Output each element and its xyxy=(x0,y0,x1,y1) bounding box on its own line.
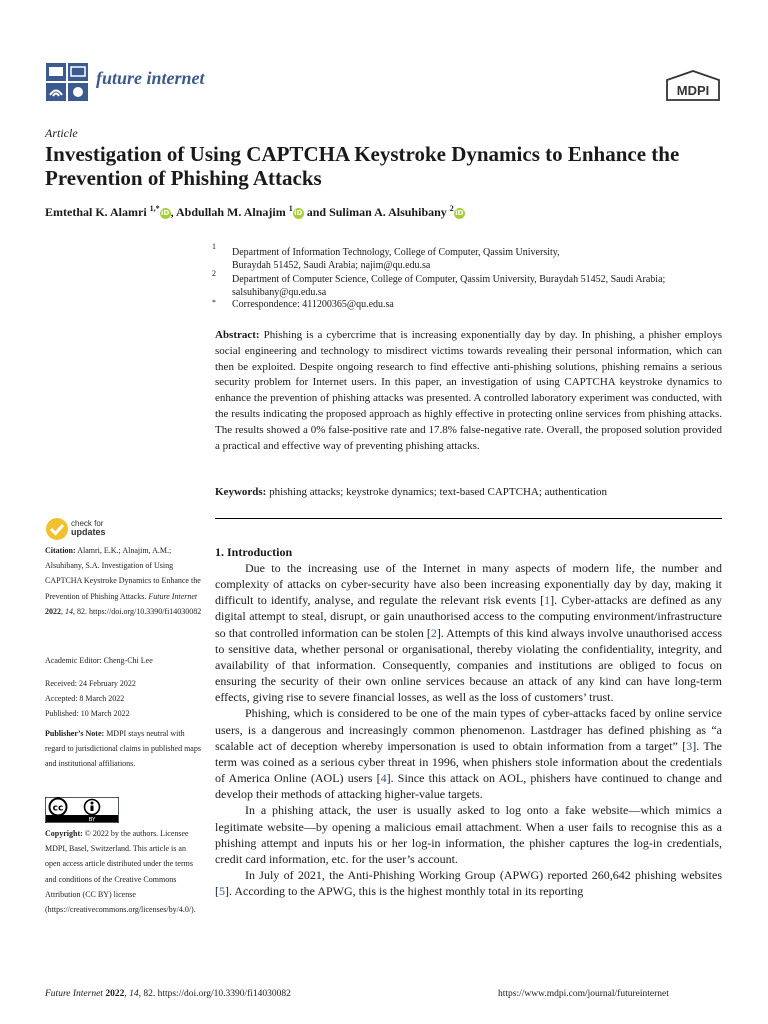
paragraph: In July of 2021, the Anti-Phishing Working Group (APWG) reported 260,642 phishing websites [5]. According to the APWG, this is the highest monthly total in its reporting xyxy=(215,867,722,899)
mdpi-logo xyxy=(665,70,721,102)
author-name[interactable]: Abdullah M. Alnajim xyxy=(176,205,286,219)
svg-text:cc: cc xyxy=(52,803,64,814)
journal-name: future internet xyxy=(96,68,205,88)
citation-journal: Future Internet xyxy=(148,591,198,601)
accepted-date: Accepted: 8 March 2022 xyxy=(45,694,125,704)
citation-volume: 14 xyxy=(65,606,73,616)
copyright-label: Copyright: xyxy=(45,829,83,838)
check-updates-line1: check for xyxy=(71,519,104,528)
affil-mark: * xyxy=(212,298,216,307)
received-date: Received: 24 February 2022 xyxy=(45,679,136,688)
author-separator: , xyxy=(170,205,176,219)
publisher-label: MDPI xyxy=(676,83,710,98)
paragraph: Phishing, which is considered to be one of the main types of cyber-attacks faced by online service users, is a dangerous and increasingly common phenomenon. Lastdrager has defined phishing as “a scalable act of deception whereby impersonation is used to obtain information from a target” [3]. The term was coined as a serious cyber threat in 1996, when phishers stole information about the credentials of America Online (AOL) users [4]. Since this attack on AOL, phishers have continued to change and develop their methods of attacking higher-value targets. xyxy=(215,706,723,802)
footer-doi[interactable]: , 82. https://doi.org/10.3390/fi14030082 xyxy=(138,989,291,999)
author-affil-mark: 1,* xyxy=(149,204,160,213)
publisher-note-label: Publisher’s Note: xyxy=(45,729,105,738)
check-updates-icon xyxy=(45,517,69,541)
affil-mark: 1 xyxy=(212,242,216,251)
keywords-text: phishing attacks; keystroke dynamics; text-based CAPTCHA; authentication xyxy=(269,486,607,498)
abstract-text: Phishing is a cybercrime that is increasing exponentially day by day. In phishing, a phisher employs social engineering and technology to misdirect victims towards revealing their personal information, which can then be exploited. Despite ongoing research to find effective anti-phishing solutions, phishing remains a serious security problem for Internet users. In this paper, an investigation of using CAPTCHA keystroke dynamics to enhance the prevention of phishing attacks was presented. A controlled laboratory experiment was conducted, with the results indicating the proposed approach as highly effective in protecting online services from phishing attacks. The results showed a 0% false-positive rate and 17.8% false-negative rate. Overall, the proposed solution provided a practical and effective way of preventing phishing attacks. xyxy=(215,329,722,452)
citation-label: Citation: xyxy=(45,546,76,555)
publisher-note-text: MDPI stays neutral with regard to jurisdictional claims in published maps and institutional affiliations. xyxy=(45,729,201,769)
footer-volume: 14 xyxy=(129,989,139,999)
paragraph: Due to the increasing use of the Internet in many aspects of modern life, the number and complexity of attacks on cyber-security have also been increasing exponentially day by day, making it difficult to identify, analyse, and regulate the relevant risk events [1]. Cyber-attacks are defined as any digital attempt to steal, disrupt, or gain unauthorised access to the computing environment/infrastructure so that controlled information can be stolen [2]. Attempts of this kind always involve unauthorised access to sensitive data, whether personal or organisational, thereby violating the confidentiality, integrity, and availability of that information. Consequently, companies and institutions are obliged to focus on ensuring the security of their own online services because an attack of any kind can have long-term effects, giving rise to severe financial losses, as well as the loss of customers’ trust. xyxy=(215,561,722,705)
affil-line: salsuhibany@qu.edu.sa xyxy=(232,287,327,298)
body-text xyxy=(215,560,722,899)
keywords-label: Keywords: xyxy=(215,486,267,498)
citation-year: 2022 xyxy=(45,606,61,616)
author-name[interactable]: Suliman A. Alsuhibany xyxy=(329,205,447,219)
abstract-label: Abstract: xyxy=(215,329,260,341)
citation-block: Citation: Alamri, E.K.; Alnajim, A.M.; Alsuhibany, S.A. Investigation of Using CAPTCHA Keystroke Dynamics to Enhance the Prevention of Phishing Attacks. Future Internet 2022, 14, 82. https://doi.org/10.3390/fi14030082 xyxy=(45,546,202,616)
divider xyxy=(215,518,722,519)
reference-link[interactable]: 1 xyxy=(544,593,551,608)
reference-link[interactable]: 2 xyxy=(430,625,437,640)
publisher-note xyxy=(45,726,203,772)
journal-logo-icon xyxy=(45,62,89,102)
author-list xyxy=(45,204,465,220)
published-date: Published: 10 March 2022 xyxy=(45,709,130,719)
affil-line: Correspondence: 411200365@qu.edu.sa xyxy=(232,299,394,310)
footer-citation: Future Internet 2022, 14, 82. https://doi.org/10.3390/fi14030082 xyxy=(45,989,291,999)
author-affil-mark: 1 xyxy=(288,204,293,213)
reference-link[interactable]: 5 xyxy=(219,884,225,899)
abstract xyxy=(215,328,722,454)
orcid-icon[interactable]: iD xyxy=(455,208,464,217)
reference-link[interactable]: 3 xyxy=(686,738,693,753)
affil-line: Buraydah 51452, Saudi Arabia; najim@qu.edu.sa xyxy=(232,260,431,271)
section-heading: 1. Introduction xyxy=(215,545,293,559)
affil-mark: 2 xyxy=(212,269,216,278)
citation-text: Alamri, E.K.; Alnajim, A.M.; Alsuhibany, S.A. Investigation of Using CAPTCHA Keystroke Dynamics to Enhance the Prevention of Phishing Attacks. xyxy=(45,546,201,601)
keywords xyxy=(215,486,722,498)
check-for-updates-button[interactable] xyxy=(45,517,135,543)
footer-journal: Future Internet xyxy=(45,989,103,999)
affiliation xyxy=(232,273,722,299)
footer-year: 2022 xyxy=(105,989,125,999)
check-updates-line2: updates xyxy=(71,527,106,537)
author-affil-mark: 2 xyxy=(449,204,454,213)
orcid-icon[interactable]: iD xyxy=(294,208,303,217)
author-name[interactable]: Emtethal K. Alamri xyxy=(45,205,147,219)
dates-block xyxy=(45,676,203,722)
affil-line: Department of Information Technology, College of Computer, Qassim University, xyxy=(232,247,560,258)
citation-doi[interactable]: , 82. https://doi.org/10.3390/fi14030082 xyxy=(73,606,202,616)
reference-link[interactable]: 4 xyxy=(380,771,387,786)
copyright-block xyxy=(45,826,203,917)
paragraph: In a phishing attack, the user is usually asked to log onto a fake website—which mimics a legitimate website—by opening a malicious email attachment. When a user fails to recognise this as a phishing attempt and inputs his or her log-in information, the phisher captures the log-in credentials, credit card information, etc. for the user’s account. xyxy=(215,803,722,866)
paper-title: Investigation of Using CAPTCHA Keystroke Dynamics to Enhance the Prevention of Phishing Attacks xyxy=(45,142,680,190)
affil-line: Department of Computer Science, College of Computer, Qassim University, Buraydah 51452, Saudi Arabia; xyxy=(232,274,666,285)
copyright-text: © 2022 by the authors. Licensee MDPI, Basel, Switzerland. This article is an open access article distributed under the terms and conditions of the Creative Commons Attribution (CC BY) license (https://creativecommons.org/licenses/by/4.0/). xyxy=(45,829,196,915)
cc-by-license-icon[interactable] xyxy=(45,797,119,823)
article-type: Article xyxy=(45,126,78,140)
cc-by-label: BY xyxy=(88,817,96,823)
footer-journal-url[interactable]: https://www.mdpi.com/journal/futureinternet xyxy=(498,989,669,999)
orcid-icon[interactable]: iD xyxy=(161,208,170,217)
author-separator: and xyxy=(303,205,330,219)
affiliation xyxy=(232,246,722,272)
affiliation xyxy=(232,298,722,311)
academic-editor: Academic Editor: Cheng-Chi Lee xyxy=(45,656,153,665)
